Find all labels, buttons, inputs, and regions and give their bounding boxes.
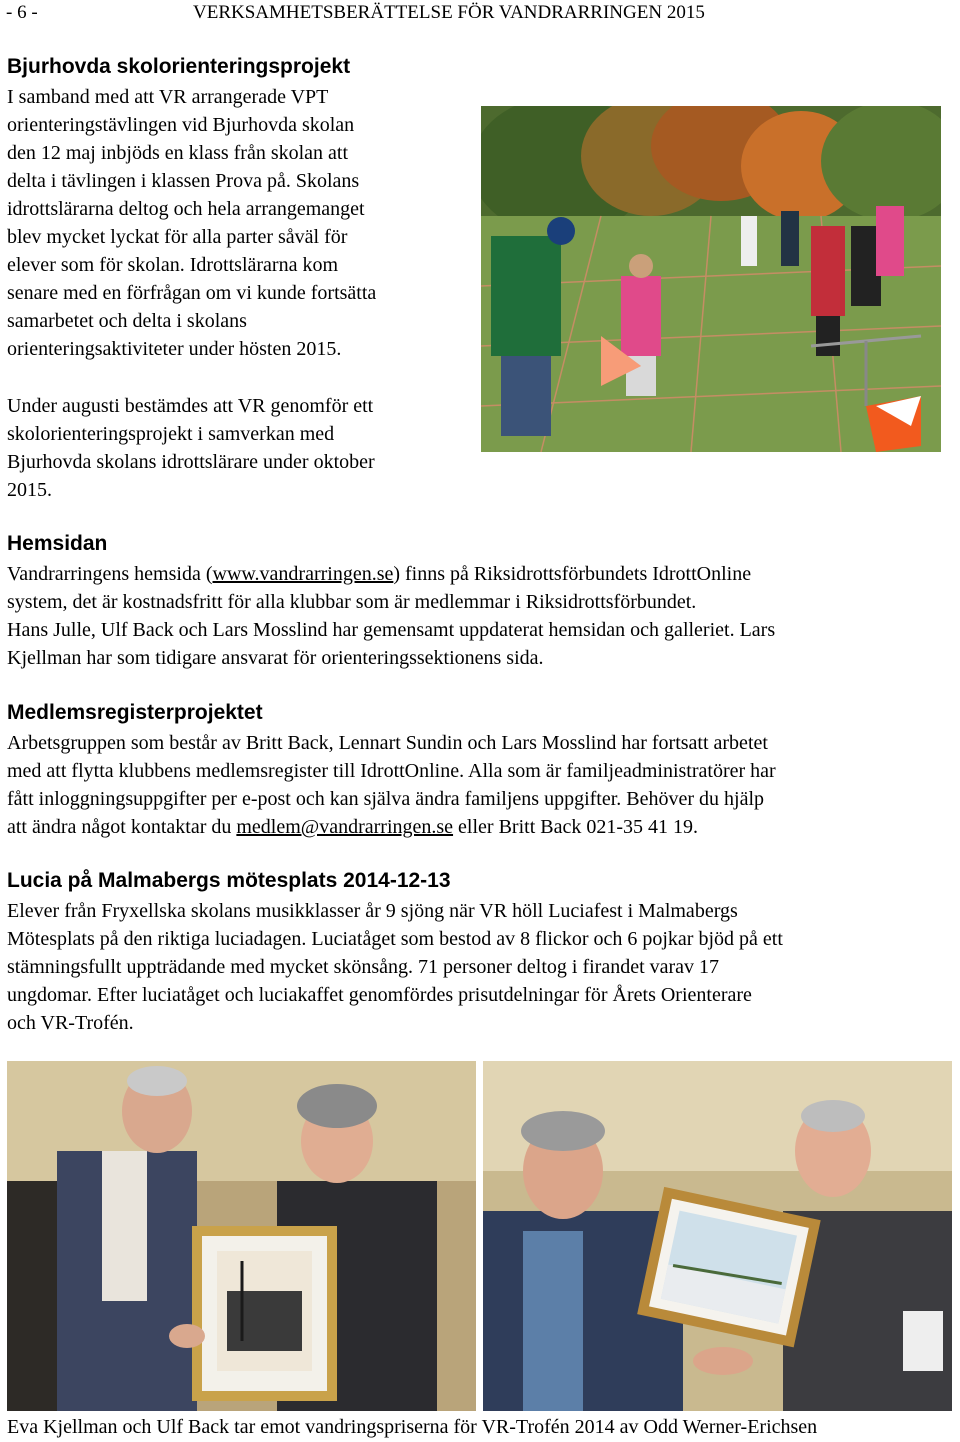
text-line: Arbetsgruppen som består av Britt Back, Lennart Sundin och Lars Mosslind har fortsatt arbetet — [7, 732, 768, 754]
text-line: ungdomar. Efter luciatåget och luciakaffet genomfördes prisutdelningar för Årets Orienterare — [7, 984, 752, 1006]
text-line: den 12 maj inbjöds en klass från skolan att — [7, 142, 349, 164]
award-photo-left — [7, 1061, 476, 1411]
hemsidan-paragraph — [7, 560, 957, 672]
text-line: I samband med att VR arrangerade VPT — [7, 86, 329, 108]
medlem-paragraph — [7, 729, 957, 841]
email-link[interactable]: medlem@vandrarringen.se — [236, 816, 454, 838]
text-line: Kjellman har som tidigare ansvarat för orienteringssektionens sida. — [7, 647, 544, 669]
text-line: Elever från Fryxellska skolans musikklasser år 9 sjöng när VR höll Luciafest i Malmabergs — [7, 900, 738, 922]
text-line: senare med en förfrågan om vi kunde fortsätta — [7, 282, 377, 304]
text-line: Hans Julle, Ulf Back och Lars Mosslind har gemensamt uppdaterat hemsidan och galleriet. Lars — [7, 619, 776, 641]
text-line: Bjurhovda skolans idrottslärare under oktober — [7, 451, 375, 473]
text-line: idrottslärarna deltog och hela arrangemanget — [7, 198, 365, 220]
text-line: Under augusti bestämdes att VR genomför ett — [7, 395, 374, 417]
bjurhovda-paragraph-2 — [7, 392, 477, 504]
section-title-lucia: Lucia på Malmabergs mötesplats 2014-12-13 — [7, 869, 451, 892]
text-line: orienteringstävlingen vid Bjurhovda skolan — [7, 114, 355, 136]
section-title-hemsidan: Hemsidan — [7, 532, 108, 555]
text-line: elever som för skolan. Idrottslärarna kom — [7, 254, 339, 276]
website-link[interactable]: www.vandrarringen.se — [212, 563, 394, 585]
award-photo-right — [483, 1061, 952, 1411]
text-line: Vandrarringens hemsida (www.vandrarringen.se) finns på Riksidrottsförbundets IdrottOnline — [7, 563, 752, 585]
text-line: blev mycket lyckat för alla parter såväl för — [7, 226, 348, 248]
lucia-paragraph — [7, 897, 957, 1037]
text-line: samarbetet och delta i skolans — [7, 310, 247, 332]
text-line: skolorienteringsprojekt i samverkan med — [7, 423, 335, 445]
text-line: med att flytta klubbens medlemsregister till IdrottOnline. Alla som är familjeadministratörer har — [7, 760, 776, 782]
orienteering-photo — [481, 106, 941, 452]
section-title-medlem: Medlemsregisterprojektet — [7, 701, 263, 724]
text-line: delta i tävlingen i klassen Prova på. Skolans — [7, 170, 360, 192]
text-line: 2015. — [7, 479, 52, 501]
text-line: orienteringsaktiviteter under hösten 2015. — [7, 338, 342, 360]
text-line: Mötesplats på den riktiga luciadagen. Luciatåget som bestod av 8 flickor och 6 pojkar bjöd på ett — [7, 928, 783, 950]
running-title: VERKSAMHETSBERÄTTELSE FÖR VANDRARRINGEN 2015 — [193, 2, 705, 23]
section-title-bjurhovda: Bjurhovda skolorienteringsprojekt — [7, 55, 351, 78]
text-line: och VR-Trofén. — [7, 1012, 134, 1034]
page-number: - 6 - — [6, 2, 38, 23]
text-line: att ändra något kontaktar du medlem@vandrarringen.se eller Britt Back 021-35 41 19. — [7, 816, 698, 838]
text-line: stämningsfullt uppträdande med mycket skönsång. 71 personer deltog i firandet varav 17 — [7, 956, 720, 978]
bjurhovda-paragraph-1 — [7, 83, 477, 363]
text-line: fått inloggningsuppgifter per e-post och kan själva ändra familjens uppgifter. Behöver du hjälp — [7, 788, 765, 810]
photo-caption: Eva Kjellman och Ulf Back tar emot vandringspriserna för VR-Trofén 2014 av Odd Werner-Erichsen — [7, 1416, 818, 1438]
text-line: system, det är kostnadsfritt för alla klubbar som är medlemmar i Riksidrottsförbundet. — [7, 591, 697, 613]
